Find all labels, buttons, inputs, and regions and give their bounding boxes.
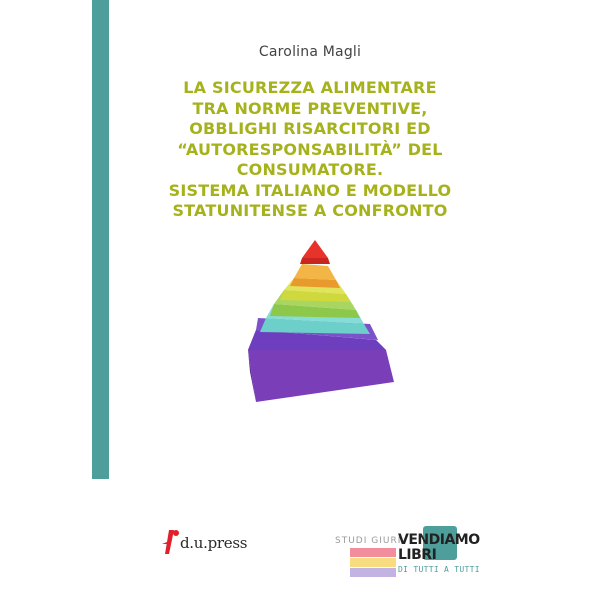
watermark-line-1: VENDIAMO bbox=[398, 532, 480, 548]
title-line: SISTEMA ITALIANO E MODELLO bbox=[168, 180, 452, 200]
title-line: “AUTORESPONSABILITÀ” DEL bbox=[177, 139, 443, 159]
series-label: STUDI GIURI bbox=[335, 536, 402, 546]
publisher-name: d.u.press bbox=[180, 534, 248, 552]
pyramid-tier-base bbox=[248, 350, 394, 402]
vendiamo-libri-watermark bbox=[350, 520, 490, 592]
title-line: LA SICUREZZA ALIMENTARE bbox=[183, 78, 437, 97]
pyramid-illustration bbox=[236, 232, 406, 407]
title-line: CONSUMATORE. bbox=[236, 160, 384, 179]
watermark-line-2: LIBRI bbox=[398, 547, 437, 563]
cover-spine-stripe bbox=[92, 0, 109, 479]
title-line: TRA NORME PREVENTIVE, bbox=[192, 98, 428, 118]
watermark-tagline: DI TUTTI A TUTTI bbox=[398, 565, 480, 574]
title-line: OBBLIGHI RISARCITORI ED bbox=[189, 119, 431, 138]
dupress-mark-icon bbox=[160, 528, 182, 558]
book-title bbox=[110, 78, 510, 222]
stripes-icon bbox=[350, 548, 398, 578]
author-name: Carolina Magli bbox=[258, 44, 362, 60]
publisher-logo bbox=[160, 528, 270, 558]
pyramid-tier-top bbox=[302, 240, 328, 258]
title-line: STATUNITENSE A CONFRONTO bbox=[172, 201, 448, 220]
